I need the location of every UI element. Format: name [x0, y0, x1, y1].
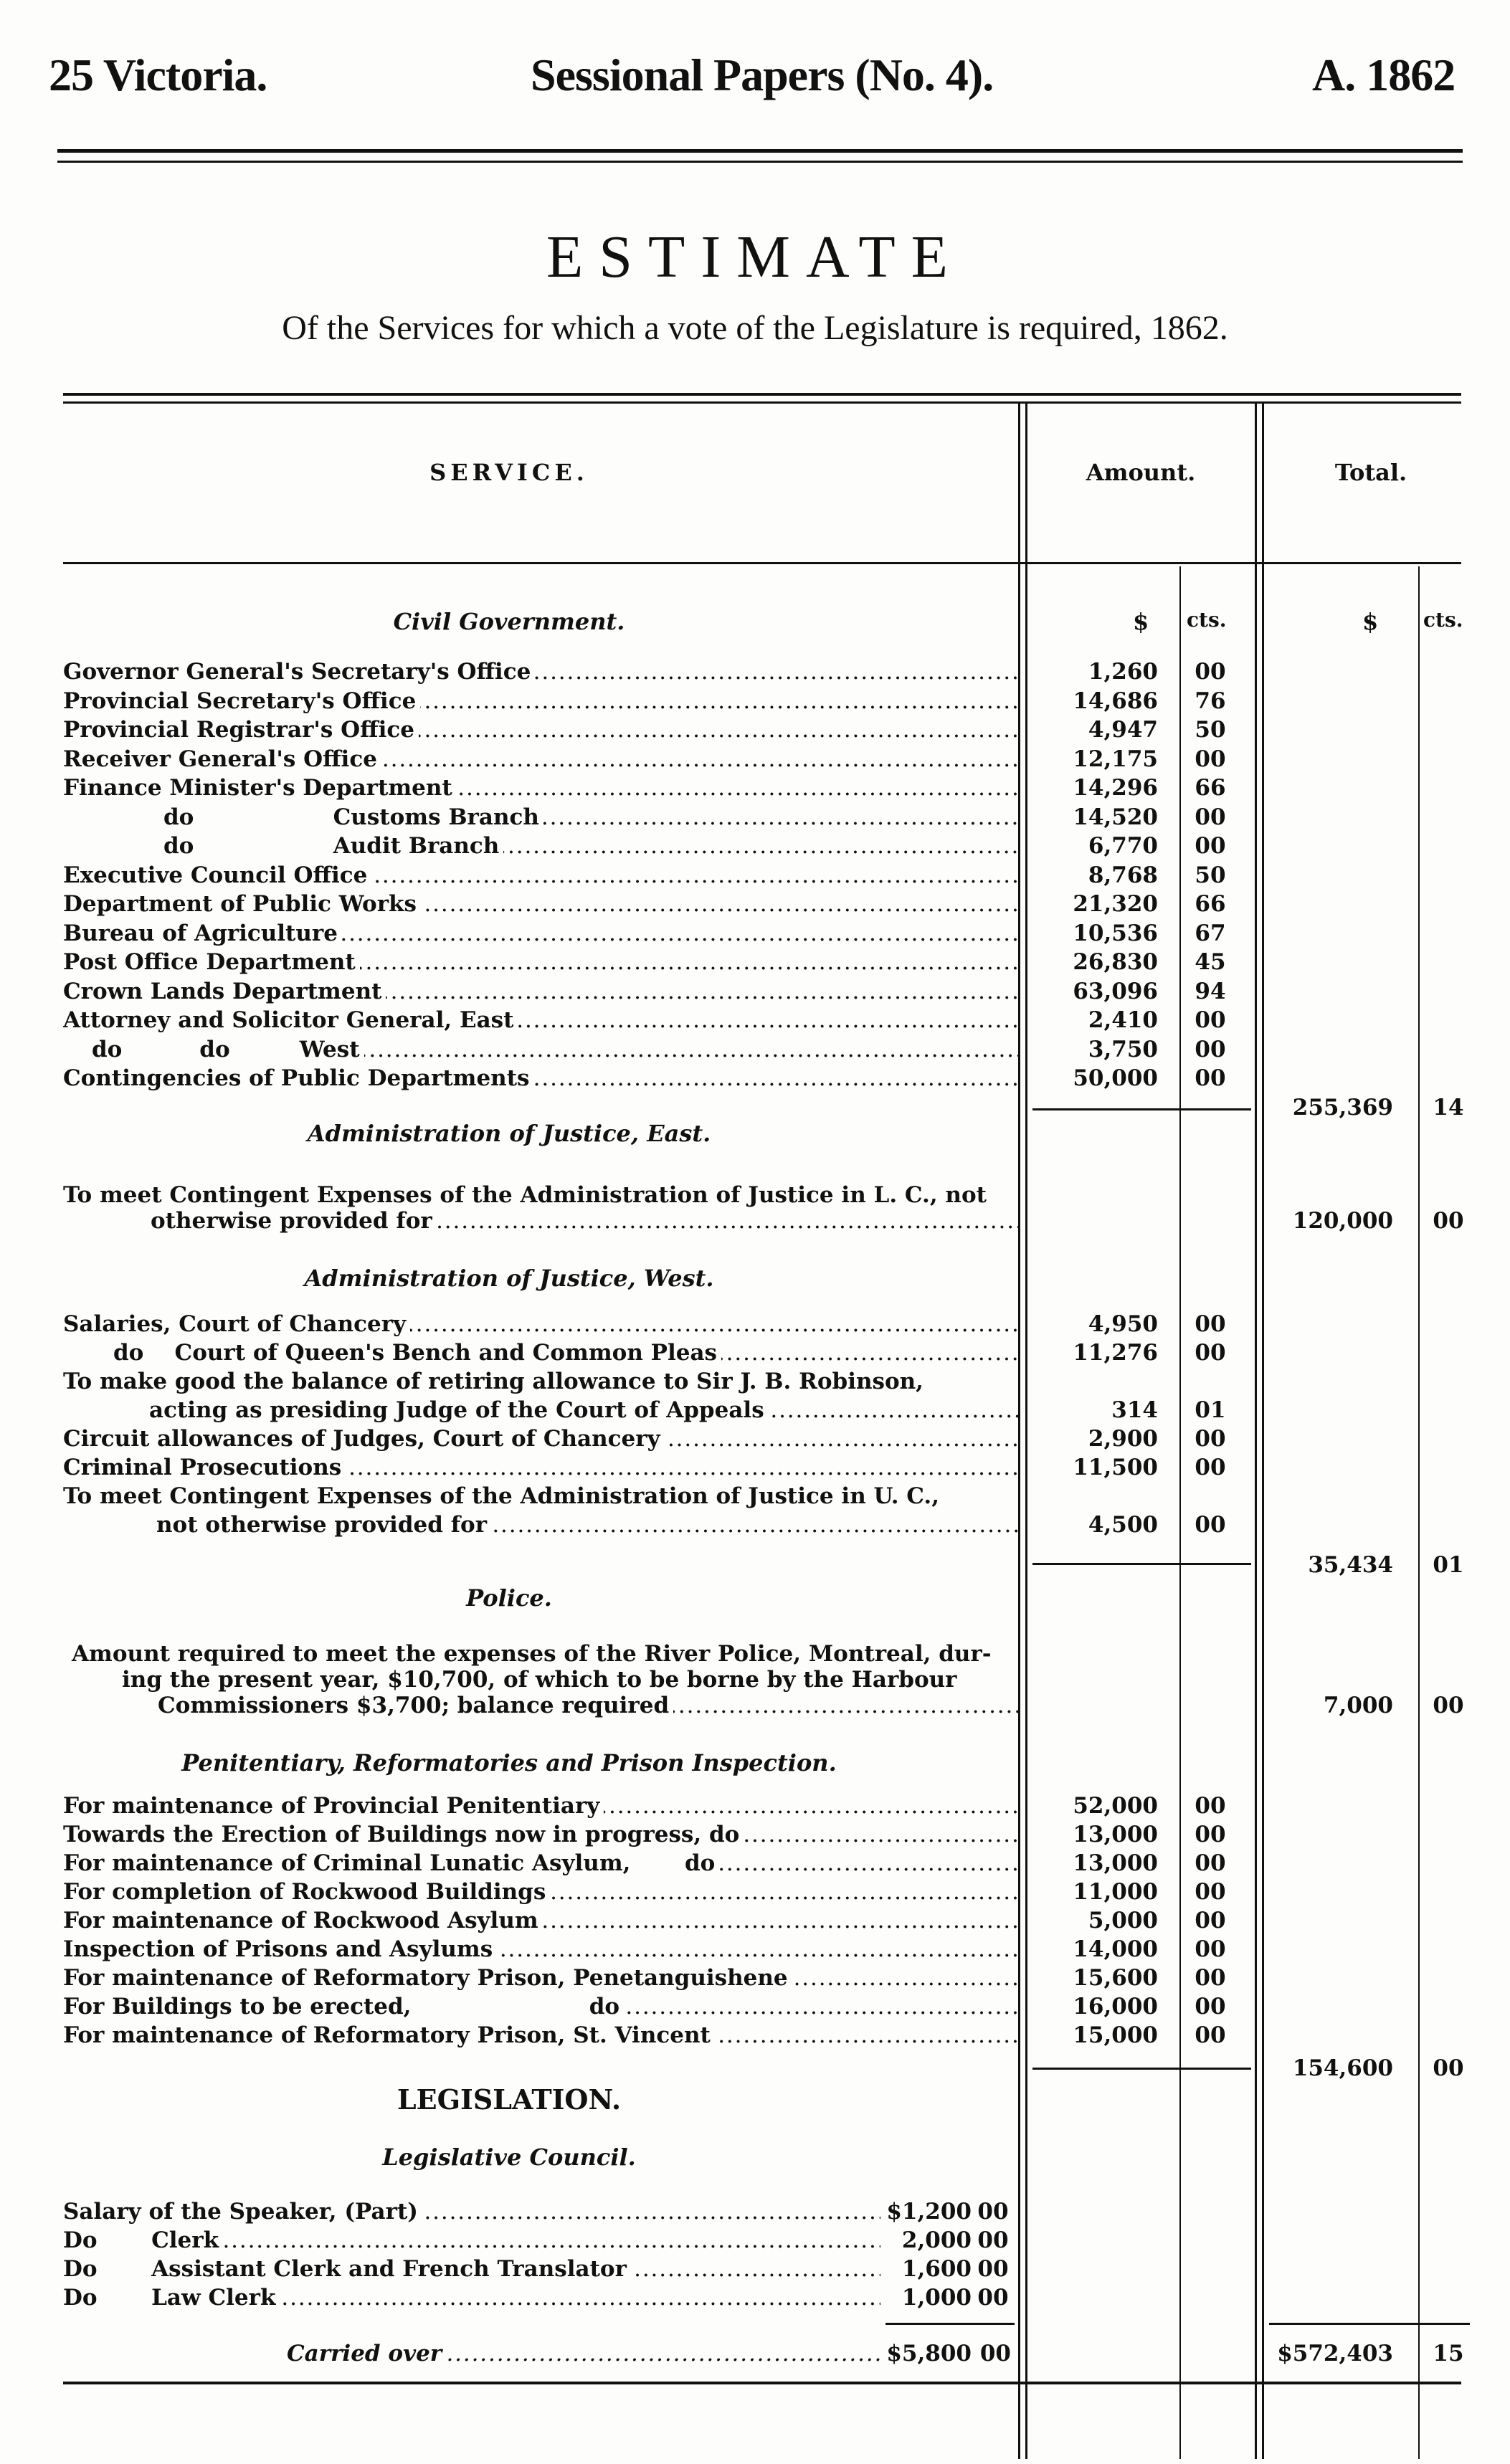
row-amount: 11,000 — [1073, 1879, 1158, 1905]
col-amount: Amount. — [1086, 459, 1196, 486]
row-cents: 00 — [1195, 1793, 1226, 1819]
row-cents: 66 — [1195, 891, 1226, 917]
row-amount: 11,500 — [1073, 1455, 1158, 1480]
row-label: Finance Minister's Department — [63, 775, 457, 801]
carried-total: $572,403 — [1277, 2341, 1393, 2367]
justice-east-line1 — [0, 1181, 1510, 1209]
table-row — [0, 978, 1510, 1005]
row-amount: 2,900 — [1088, 1426, 1158, 1452]
row-cents: 67 — [1195, 920, 1226, 946]
table-row — [0, 862, 1510, 889]
table-row — [0, 774, 1510, 801]
row-label: Post Office Department — [63, 949, 360, 975]
row-amount: 14,520 — [1073, 804, 1158, 830]
page-subtitle: Of the Services for which a vote of the Legislature is required, 1862. — [282, 309, 1228, 347]
table-row — [0, 1065, 1510, 1092]
row-label: For Buildings to be erected, do — [63, 1994, 624, 2020]
row-label: Salaries, Court of Chancery — [63, 1311, 410, 1337]
table-row — [0, 1425, 1510, 1452]
row-cents: 00 — [1195, 1850, 1226, 1876]
row-amount: 16,000 — [1073, 1994, 1158, 2020]
row-cents: 00 — [1195, 804, 1226, 830]
table-row — [0, 1907, 1510, 1934]
row-cents: 00 — [1195, 833, 1226, 859]
table-row — [0, 1454, 1510, 1481]
row-amount: 4,500 — [1088, 1512, 1158, 1538]
section-justice-west: Administration of Justice, West. — [304, 1265, 714, 1292]
row-cents: 00 — [1195, 1908, 1226, 1933]
row-label: acting as presiding Judge of the Court of Appeals — [149, 1397, 769, 1423]
carried-row — [0, 2340, 1510, 2367]
row-cents: 00 — [1195, 1455, 1226, 1480]
row-cents: 94 — [1195, 978, 1226, 1004]
table-row — [0, 746, 1510, 773]
row-label: For maintenance of Rockwood Asylum — [63, 1908, 543, 1933]
row-label: Towards the Erection of Buildings now in progress, do — [63, 1822, 744, 1847]
row-amount: 63,096 — [1073, 978, 1158, 1004]
council-sum-rule — [885, 2323, 1015, 2325]
carried-label: Carried over — [287, 2341, 446, 2367]
row-amount: 14,686 — [1073, 688, 1158, 714]
row-label: Provincial Secretary's Office — [63, 688, 420, 714]
table-row — [0, 890, 1510, 918]
row-label: Receiver General's Office — [63, 746, 381, 772]
row-cents: 01 — [1195, 1397, 1226, 1423]
row-label: do do West — [92, 1037, 364, 1062]
west-total-row — [0, 1551, 1510, 1579]
row-label: Circuit allowances of Judges, Court of Chancery — [63, 1426, 665, 1452]
amount-dollar: $ — [1133, 608, 1149, 635]
table-row — [0, 1397, 1510, 1424]
table-row — [0, 658, 1510, 685]
pen-total-cts: 00 — [1433, 2055, 1464, 2081]
total-dollar: $ — [1362, 608, 1379, 635]
row-amount: 15,600 — [1073, 1965, 1158, 1991]
row-label: do Customs Branch — [163, 804, 543, 830]
row-amount: 13,000 — [1073, 1822, 1158, 1847]
section-council: Legislative Council. — [382, 2144, 636, 2171]
section-justice-east: Administration of Justice, East. — [307, 1120, 711, 1147]
table-rule-top — [63, 393, 1461, 396]
col-service: SERVICE. — [429, 459, 589, 486]
row-amount: 52,000 — [1073, 1793, 1158, 1819]
row-label: Do Clerk — [63, 2227, 223, 2253]
total-cents: cts. — [1423, 608, 1463, 632]
row-amount: 14,296 — [1073, 775, 1158, 801]
pen-total: 154,600 — [1292, 2055, 1393, 2081]
section-civil: Civil Government. — [393, 608, 625, 635]
row-label: For maintenance of Criminal Lunatic Asylum, do — [63, 1850, 719, 1876]
row-cents: 45 — [1195, 949, 1226, 975]
table-row — [0, 2284, 1510, 2311]
row-amount: 8,768 — [1088, 862, 1158, 888]
row-label: Executive Council Office — [63, 862, 371, 888]
row-amount: 13,000 — [1073, 1850, 1158, 1876]
carried-amt: $5,800 — [886, 2341, 972, 2367]
justice-east-text2: otherwise provided for — [151, 1208, 437, 1234]
row-label: Salary of the Speaker, (Part) — [63, 2199, 422, 2225]
carried-cts: 00 — [979, 2341, 1011, 2367]
justice-east-text1: To meet Contingent Expenses of the Administration of Justice in L. C., not — [63, 1182, 991, 1208]
table-row — [0, 2198, 1510, 2225]
row-amount: 6,770 — [1088, 833, 1158, 859]
table-row — [0, 688, 1510, 715]
row-amount: 14,000 — [1073, 1936, 1158, 1962]
row-label: Do Law Clerk — [63, 2285, 280, 2311]
row-cents: 00 — [1195, 1065, 1226, 1091]
table-row — [0, 1936, 1510, 1963]
row-cents: 00 — [1195, 659, 1226, 685]
table-row — [0, 1311, 1510, 1338]
row-amount: 50,000 — [1073, 1065, 1158, 1091]
row-label: For maintenance of Reformatory Prison, St. Vincent — [63, 2022, 715, 2048]
row-label: To make good the balance of retiring allowance to Sir J. B. Robinson, — [63, 1369, 928, 1394]
row-amount: $1,200 — [886, 2199, 972, 2225]
police-text3: Commissioners $3,700; balance required — [158, 1693, 673, 1718]
justice-east-total: 120,000 — [1292, 1208, 1393, 1234]
row-cents: 00 — [1195, 1340, 1226, 1366]
row-label: do Court of Queen's Bench and Common Pleas — [113, 1340, 721, 1366]
police-line1 — [0, 1640, 1510, 1668]
row-label: not otherwise provided for — [156, 1512, 491, 1538]
table-row — [0, 2227, 1510, 2254]
table-row — [0, 1511, 1510, 1538]
police-total: 7,000 — [1323, 1693, 1393, 1718]
header-right: A. 1862 — [1312, 49, 1456, 100]
row-amount: 314 — [1111, 1397, 1158, 1423]
row-label: Department of Public Works — [63, 891, 421, 917]
row-cents: 00 — [977, 2256, 1009, 2282]
table-row — [0, 1821, 1510, 1848]
row-amount: 2,410 — [1088, 1007, 1158, 1033]
page-title: ESTIMATE — [546, 224, 964, 290]
row-amount: 4,947 — [1088, 717, 1158, 743]
table-row — [0, 948, 1510, 976]
police-text1: Amount required to meet the expenses of the River Police, Montreal, dur- — [72, 1641, 996, 1667]
justice-east-line2 — [0, 1207, 1510, 1235]
police-line2 — [0, 1666, 1510, 1693]
row-cents: 00 — [1195, 1965, 1226, 1991]
row-amount: 21,320 — [1073, 891, 1158, 917]
table-row — [0, 1850, 1510, 1877]
table-row — [0, 804, 1510, 831]
header-center: Sessional Papers (No. 4). — [531, 49, 994, 100]
row-cents: 00 — [1195, 1994, 1226, 2020]
row-label: Criminal Prosecutions — [63, 1455, 346, 1480]
row-amount: 3,750 — [1088, 1036, 1158, 1062]
table-rule-top-2 — [63, 401, 1461, 404]
row-label: Do Assistant Clerk and French Translator — [63, 2256, 631, 2282]
header-rule-bottom — [57, 161, 1463, 163]
row-cents: 00 — [977, 2227, 1009, 2253]
table-row — [0, 1007, 1510, 1034]
row-cents: 00 — [977, 2285, 1009, 2311]
table-row — [0, 1368, 1510, 1395]
section-legislation: LEGISLATION. — [397, 2083, 622, 2116]
header-rule-top — [57, 149, 1463, 153]
civil-total-cts: 14 — [1433, 1095, 1464, 1121]
row-cents: 50 — [1195, 717, 1226, 743]
row-cents: 00 — [1195, 1879, 1226, 1905]
row-amount: 15,000 — [1073, 2022, 1158, 2048]
row-amount: 11,276 — [1073, 1340, 1158, 1366]
row-cents: 00 — [1195, 1512, 1226, 1538]
row-label: Governor General's Secretary's Office — [63, 659, 535, 685]
table-row — [0, 1339, 1510, 1366]
row-label: Contingencies of Public Departments — [63, 1065, 534, 1091]
row-amount: 1,000 — [901, 2285, 972, 2311]
row-cents: 00 — [1195, 1426, 1226, 1452]
row-amount: 5,000 — [1088, 1908, 1158, 1933]
row-label: Bureau of Agriculture — [63, 921, 342, 946]
police-line3 — [0, 1692, 1510, 1719]
row-label: To meet Contingent Expenses of the Administration of Justice in U. C., — [63, 1483, 944, 1509]
pen-total-row — [0, 2055, 1510, 2082]
table-row — [0, 1483, 1510, 1510]
row-cents: 00 — [1195, 2022, 1226, 2048]
row-label: For maintenance of Reformatory Prison, Penetanguishene — [63, 1965, 792, 1991]
amount-cents: cts. — [1187, 608, 1227, 632]
west-total-cts: 01 — [1433, 1552, 1464, 1578]
row-amount: 12,175 — [1073, 746, 1158, 772]
section-penitentiary: Penitentiary, Reformatories and Prison Inspection. — [181, 1749, 837, 1776]
row-label: Inspection of Prisons and Asylums — [63, 1936, 497, 1962]
police-total-cts: 00 — [1433, 1693, 1464, 1718]
row-amount: 1,260 — [1088, 659, 1158, 685]
row-cents: 00 — [1195, 746, 1226, 772]
row-cents: 66 — [1195, 775, 1226, 801]
header-left: 25 Victoria. — [49, 49, 267, 100]
row-amount: 1,600 — [901, 2256, 972, 2282]
civil-total-row — [0, 1094, 1510, 1121]
row-cents: 00 — [1195, 1007, 1226, 1033]
row-cents: 00 — [1195, 1036, 1226, 1062]
table-row — [0, 1792, 1510, 1820]
table-row — [0, 1036, 1510, 1063]
row-cents: 00 — [1195, 1822, 1226, 1847]
table-row — [0, 832, 1510, 860]
row-label: Provincial Registrar's Office — [63, 717, 419, 743]
justice-east-total-cts: 00 — [1433, 1208, 1464, 1234]
row-cents: 76 — [1195, 688, 1226, 714]
row-label: Crown Lands Department — [63, 979, 386, 1004]
table-row — [0, 716, 1510, 743]
row-cents: 00 — [977, 2199, 1009, 2225]
row-label: do Audit Branch — [163, 833, 503, 859]
row-cents: 50 — [1195, 862, 1226, 888]
table-row — [0, 920, 1510, 947]
row-label: For maintenance of Provincial Penitentiary — [63, 1793, 604, 1819]
civil-total: 255,369 — [1292, 1095, 1393, 1121]
row-label: For completion of Rockwood Buildings — [63, 1879, 550, 1905]
police-text2: ing the present year, $10,700, of which to be borne by the Harbour — [122, 1667, 961, 1693]
table-row — [0, 1993, 1510, 2020]
row-amount: 26,830 — [1073, 949, 1158, 975]
table-row — [0, 1964, 1510, 1992]
row-amount: 10,536 — [1073, 920, 1158, 946]
row-label: Attorney and Solicitor General, East — [63, 1007, 518, 1033]
carried-total-cts: 15 — [1433, 2341, 1464, 2367]
row-amount: 4,950 — [1088, 1311, 1158, 1337]
table-row — [0, 2022, 1510, 2049]
section-police: Police. — [466, 1584, 552, 1612]
row-amount: 2,000 — [901, 2227, 972, 2253]
col-total: Total. — [1334, 459, 1407, 486]
row-cents: 00 — [1195, 1936, 1226, 1962]
row-cents: 00 — [1195, 1311, 1226, 1337]
table-row — [0, 2255, 1510, 2283]
carried-rule — [1269, 2323, 1470, 2325]
west-total: 35,434 — [1308, 1552, 1393, 1578]
table-row — [0, 1878, 1510, 1906]
table-rule-bottom — [63, 2382, 1461, 2384]
table-rule-head — [63, 562, 1461, 564]
